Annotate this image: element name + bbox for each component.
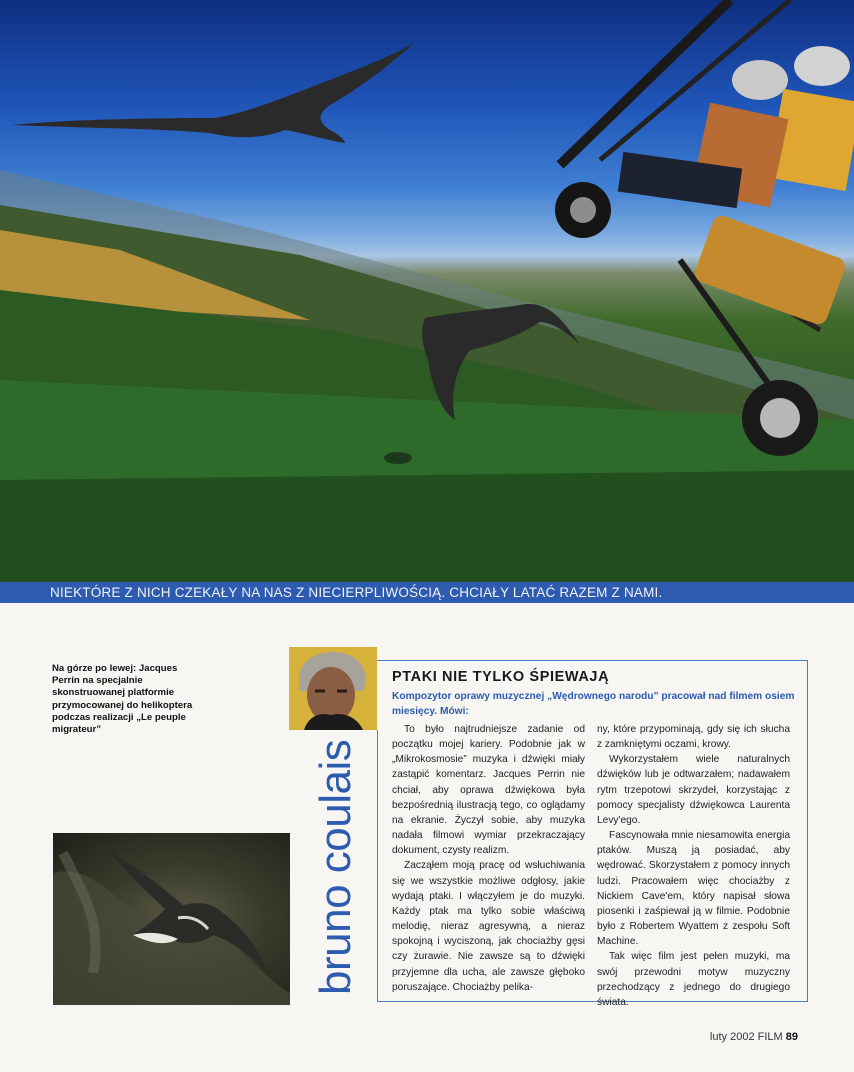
goose-photo (53, 833, 290, 1005)
bird-shadow (384, 452, 412, 464)
column-1-paragraph-1: To było najtrudniejsze zadanie od początku mojej kariery. Podobnie jak w „Mikrokosmosie” muzyka i dźwięki miały zastąpić komentarz. Jacques Perrin nie chciał, aby oprawa dźwiękowa była bezpośrednią ilustracją tego, co oglądamy na ekranie. Życzył sobie, aby muzyka nadała filmowi wymiar przekraczający dokument, czysty realizm. (392, 724, 585, 857)
page-folio (710, 1031, 798, 1043)
page-number: 89 (785, 1031, 798, 1043)
article-box-left-border (377, 730, 378, 1002)
column-2-paragraph-2: Fascynowała mnie niesamowita energia ptaków. Muszą ją posiadać, aby wędrować. Skorzystałem z pomocy innych ludzi. Pracowałem więc chociażby z Nickiem Cave'em, który napisał słowa piosenki i zaśpiewał ją w filmie. Podobnie było z Robertem Wyattem z zespołu Soft Machine. (597, 830, 790, 948)
field-shadow (0, 470, 854, 582)
column-1-paragraph-2-text: Zacząłem moją pracę od wsłuchiwania się we wszystkie możliwe odgłosy, jakie wydają ptaki. I włączyłem je do muzyki. Każdy ptak ma tylko sobie właściwą melodię, nieraz agresywną, a nieraz spokojną i wyciszoną, jak chociażby gęsi czy żurawie. Nie zawsze są to dźwięki przyjemne dla ucha, ale zawsze głęboko poruszające. Chociażby pelika- (392, 860, 585, 993)
portrait-photo (289, 647, 377, 730)
column-2-continuation: ny, które przypominają, gdy się ich słucha z zamkniętymi oczami, krowy. (597, 724, 790, 751)
photo-caption-bar (0, 582, 854, 603)
side-photo-caption: Na górze po lewej: Jacques Perrin na specjalnie skonstruowanej platformie przymocowanej do helikoptera podczas realizacji „Le peuple migrateur” (52, 663, 193, 736)
article-column-2 (597, 722, 790, 1010)
photo-caption: NIEKTÓRE Z NICH CZEKAŁY NA NAS Z NIECIERPLIWOŚCIĄ. CHCIAŁY LATAĆ RAZEM Z NAMI. (50, 585, 663, 600)
article-headline: PTAKI NIE TYLKO ŚPIEWAJĄ (392, 669, 610, 685)
column-2-paragraph-3: Tak więc film jest pełen muzyki, ma swój przewodni motyw muzyczny przechodzący z jednego do drugiego świata. (597, 951, 790, 1008)
portrait-illustration (289, 647, 377, 730)
goose-illustration (53, 833, 290, 1005)
folio-issue: luty 2002 FILM (709, 1031, 783, 1043)
article-lede: Kompozytor oprawy muzycznej „Wędrownego narodu” pracował nad filmem osiem miesięcy. Mówi: (392, 691, 795, 717)
column-1-paragraph-2 (392, 858, 585, 994)
crane-bird-left (12, 42, 415, 143)
column-2-paragraph-1: Wykorzystałem wiele naturalnych dźwięków lub je odtwarzałem; nadawałem rytm trzepotowi skrzydeł, korzystając z pomocy specjalisty dźwiękowca Laurenta Levy'ego. (597, 754, 790, 826)
person-name-vertical: bruno coulais (311, 739, 360, 995)
article-column-1 (392, 722, 585, 995)
